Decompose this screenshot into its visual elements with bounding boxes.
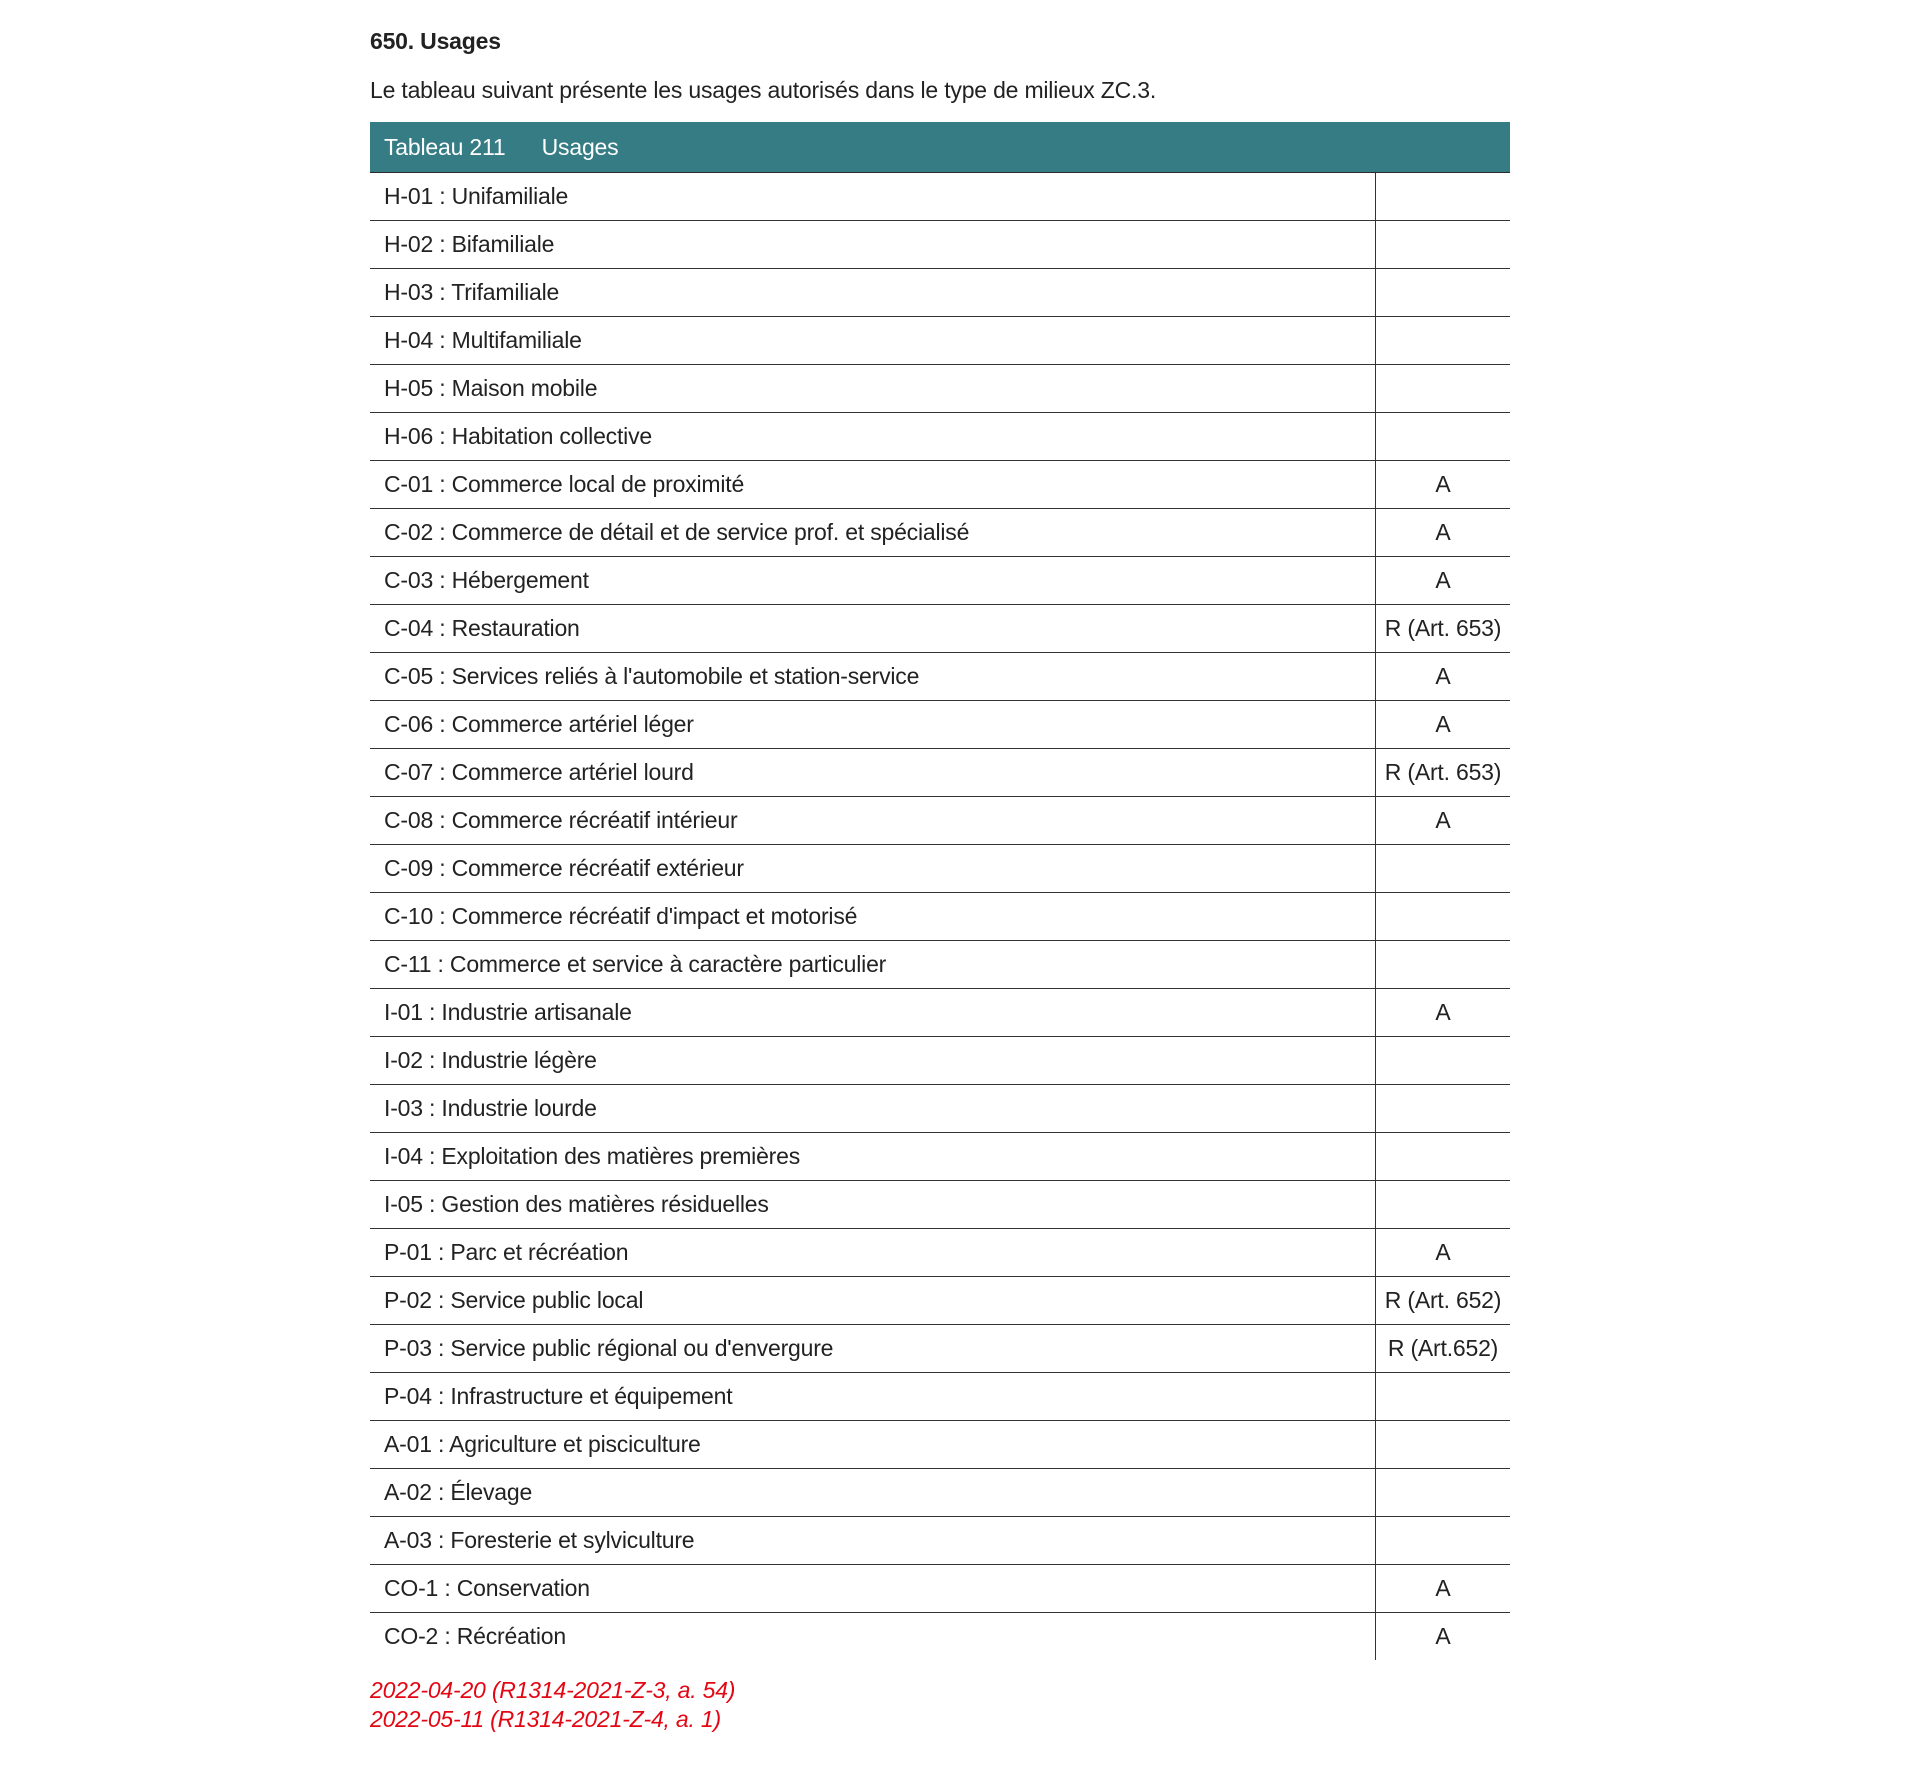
table-row (370, 413, 1510, 461)
usage-name-cell: H-06 : Habitation collective (370, 413, 1376, 461)
usage-status-cell (1376, 269, 1511, 317)
usage-name-cell: C-08 : Commerce récréatif intérieur (370, 797, 1376, 845)
usage-status-cell: R (Art. 652) (1376, 1277, 1511, 1325)
usage-name-cell: H-04 : Multifamiliale (370, 317, 1376, 365)
usage-name-cell: I-05 : Gestion des matières résiduelles (370, 1181, 1376, 1229)
table-row (370, 461, 1510, 509)
usages-table (370, 122, 1510, 1660)
table-row (370, 893, 1510, 941)
table-row (370, 845, 1510, 893)
table-row (370, 1373, 1510, 1421)
usage-status-cell: A (1376, 989, 1511, 1037)
usage-name-cell: H-03 : Trifamiliale (370, 269, 1376, 317)
table-row (370, 941, 1510, 989)
usage-status-cell: A (1376, 1229, 1511, 1277)
usage-status-cell: A (1376, 1565, 1511, 1613)
usage-status-cell: R (Art.652) (1376, 1325, 1511, 1373)
usage-status-cell (1376, 317, 1511, 365)
table-number: Tableau 211 (384, 133, 506, 160)
amendment-note: 2022-04-20 (R1314-2021-Z-3, a. 54) (370, 1677, 736, 1703)
usage-name-cell: I-02 : Industrie légère (370, 1037, 1376, 1085)
usage-name-cell: C-04 : Restauration (370, 605, 1376, 653)
table-caption (370, 122, 1510, 173)
usage-status-cell (1376, 1181, 1511, 1229)
usage-name-cell: P-01 : Parc et récréation (370, 1229, 1376, 1277)
table-row (370, 317, 1510, 365)
table-row (370, 1229, 1510, 1277)
amendment-note: 2022-05-11 (R1314-2021-Z-4, a. 1) (370, 1706, 721, 1732)
usage-name-cell: C-03 : Hébergement (370, 557, 1376, 605)
usage-status-cell (1376, 893, 1511, 941)
usage-status-cell: R (Art. 653) (1376, 749, 1511, 797)
usage-name-cell: H-05 : Maison mobile (370, 365, 1376, 413)
usage-status-cell (1376, 365, 1511, 413)
table-row (370, 509, 1510, 557)
usage-status-cell: A (1376, 1613, 1511, 1661)
table-row (370, 269, 1510, 317)
table-row (370, 1613, 1510, 1661)
usage-name-cell: CO-1 : Conservation (370, 1565, 1376, 1613)
usage-status-cell (1376, 1133, 1511, 1181)
table-row (370, 605, 1510, 653)
table-row (370, 989, 1510, 1037)
usage-status-cell (1376, 941, 1511, 989)
usage-name-cell: H-01 : Unifamiliale (370, 173, 1376, 221)
table-row (370, 1517, 1510, 1565)
usage-status-cell: A (1376, 701, 1511, 749)
table-row (370, 1421, 1510, 1469)
table-row (370, 1277, 1510, 1325)
usage-status-cell (1376, 413, 1511, 461)
table-row (370, 1037, 1510, 1085)
document-page (370, 26, 1510, 1649)
usage-status-cell (1376, 173, 1511, 221)
table-row (370, 1565, 1510, 1613)
table-row (370, 1181, 1510, 1229)
usage-name-cell: P-03 : Service public régional ou d'envergure (370, 1325, 1376, 1373)
usage-name-cell: C-05 : Services reliés à l'automobile et station-service (370, 653, 1376, 701)
usage-status-cell (1376, 1421, 1511, 1469)
usage-name-cell: A-01 : Agriculture et pisciculture (370, 1421, 1376, 1469)
usage-name-cell: I-03 : Industrie lourde (370, 1085, 1376, 1133)
usage-name-cell: CO-2 : Récréation (384, 1623, 566, 1649)
usage-name-cell: H-02 : Bifamiliale (370, 221, 1376, 269)
table-row (370, 365, 1510, 413)
usage-name-cell: A-03 : Foresterie et sylviculture (370, 1517, 1376, 1565)
section-title: 650. Usages (370, 28, 501, 54)
table-row (370, 221, 1510, 269)
table-caption-row (370, 122, 1510, 173)
usage-name-cell: A-02 : Élevage (370, 1469, 1376, 1517)
usage-status-cell (1376, 221, 1511, 269)
table-row (370, 173, 1510, 221)
table-row (370, 749, 1510, 797)
section-intro: Le tableau suivant présente les usages autorisés dans le type de milieux ZC.3. (370, 77, 1157, 103)
table-row (370, 797, 1510, 845)
table-body (370, 173, 1510, 1661)
table-row (370, 701, 1510, 749)
usage-name-cell: P-02 : Service public local (370, 1277, 1376, 1325)
table-row (370, 557, 1510, 605)
usage-name-cell: C-07 : Commerce artériel lourd (370, 749, 1376, 797)
usage-name-cell: C-09 : Commerce récréatif extérieur (370, 845, 1376, 893)
usage-status-cell (1376, 1373, 1511, 1421)
usage-status-cell (1376, 1085, 1511, 1133)
usage-status-cell (1376, 1037, 1511, 1085)
usage-status-cell (1376, 845, 1511, 893)
usage-name-cell: P-04 : Infrastructure et équipement (370, 1373, 1376, 1421)
table-title: Usages (541, 133, 619, 160)
usage-name-cell: C-06 : Commerce artériel léger (370, 701, 1376, 749)
table-row (370, 1133, 1510, 1181)
usage-status-cell: R (Art. 653) (1376, 605, 1511, 653)
usage-name-cell: C-02 : Commerce de détail et de service prof. et spécialisé (370, 509, 1376, 557)
usage-name-cell: I-04 : Exploitation des matières premières (370, 1133, 1376, 1181)
usage-status-cell: A (1376, 461, 1511, 509)
usage-status-cell: A (1376, 797, 1511, 845)
usage-name-cell: C-01 : Commerce local de proximité (370, 461, 1376, 509)
usage-name-cell: C-10 : Commerce récréatif d'impact et motorisé (370, 893, 1376, 941)
table-row (370, 1469, 1510, 1517)
usage-status-cell: A (1376, 653, 1511, 701)
table-row (370, 653, 1510, 701)
amendment-notes (370, 1676, 735, 1734)
usage-status-cell (1376, 1469, 1511, 1517)
table-row (370, 1085, 1510, 1133)
table-row (370, 1325, 1510, 1373)
usage-name-cell: I-01 : Industrie artisanale (370, 989, 1376, 1037)
usage-status-cell (1376, 1517, 1511, 1565)
usage-status-cell: A (1376, 509, 1511, 557)
usage-status-cell: A (1376, 557, 1511, 605)
usage-name-cell: C-11 : Commerce et service à caractère particulier (370, 941, 1376, 989)
